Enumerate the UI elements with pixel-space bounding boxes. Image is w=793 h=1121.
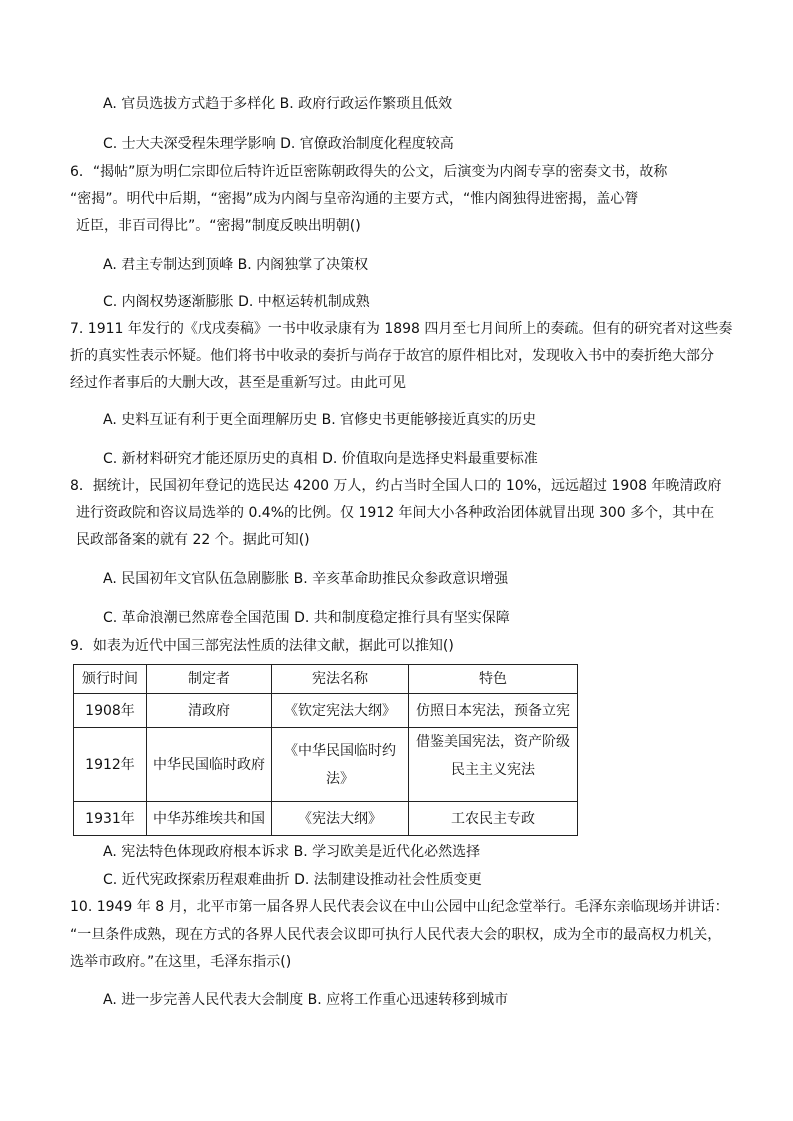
q7-stem-line-2: 折的真实性表示怀疑。他们将书中收录的奏折与尚存于故宫的原件相比对，发现收入书中的奏折绝大部分 bbox=[70, 348, 714, 364]
table-cell-name-line-2: 法》 bbox=[326, 770, 354, 787]
table-cell-feature-line-1: 借鉴美国宪法，资产阶级 bbox=[416, 734, 570, 750]
q7-option-ab: A. 史料互证有利于更全面理解历史 B. 官修史书更能够接近真实的历史 bbox=[103, 412, 537, 428]
table-header-row bbox=[74, 665, 578, 694]
q7-option-cd: C. 新材料研究才能还原历史的真相 D. 价值取向是选择史料最重要标准 bbox=[103, 451, 538, 467]
table-row bbox=[74, 694, 578, 728]
q9-option-cd: C. 近代宪政探索历程艰难曲折 D. 法制建设推动社会性质变更 bbox=[103, 872, 482, 888]
q6-option-cd: C. 内阁权势逐渐膨胀 D. 中枢运转机制成熟 bbox=[103, 294, 370, 310]
q6-stem-line-2: “密揭”。明代中后期，“密揭”成为内阁与皇帝沟通的主要方式，“惟内阁独得进密揭，盖心膂 bbox=[70, 191, 639, 207]
q7-stem-line-1: 7. 1911 年发行的《戊戌奏稿》一书中收录康有为 1898 四月至七月间所上的奏疏。但有的研究者对这些奏 bbox=[70, 321, 733, 337]
q8-option-cd: C. 革命浪潮已然席卷全国范围 D. 共和制度稳定推行具有坚实保障 bbox=[103, 610, 510, 626]
q9-stem-line-1: 9．如表为近代中国三部宪法性质的法律文献，据此可以推知() bbox=[70, 638, 454, 654]
table-cell-feature: 仿照日本宪法，预备立宪 bbox=[409, 694, 578, 728]
table-cell-maker: 中华苏维埃共和国 bbox=[147, 802, 272, 836]
q8-stem-line-2: 进行资政院和咨议局选举的 0.4%的比例。仅 1912 年间大小各种政治团体就冒出现 300 多个，其中在 bbox=[76, 505, 715, 521]
table-cell-year: 1912年 bbox=[74, 728, 147, 802]
q8-stem-line-1: 8．据统计，民国初年登记的选民达 4200 万人，约占当时全国人口的 10%，远远超过 1908 年晚清政府 bbox=[70, 478, 722, 494]
q5-option-cd: C. 士大夫深受程朱理学影响 D. 官僚政治制度化程度较高 bbox=[103, 136, 454, 152]
table-cell-feature-line-2: 民主主义宪法 bbox=[451, 762, 535, 778]
table-header-cell: 制定者 bbox=[147, 665, 272, 694]
q9-option-ab: A. 宪法特色体现政府根本诉求 B. 学习欧美是近代化必然选择 bbox=[103, 844, 481, 860]
table-cell-year: 1931年 bbox=[74, 802, 147, 836]
table-cell-maker: 清政府 bbox=[147, 694, 272, 728]
q6-stem-line-3: 近臣，非百司得比”。“密揭”制度反映出明朝() bbox=[76, 218, 361, 234]
q6-option-ab: A. 君主专制达到顶峰 B. 内阁独掌了决策权 bbox=[103, 257, 369, 273]
table-cell-maker: 中华民国临时政府 bbox=[147, 728, 272, 802]
q8-option-ab: A. 民国初年文官队伍急剧膨胀 B. 辛亥革命助推民众参政意识增强 bbox=[103, 571, 509, 587]
q5-option-ab: A. 官员选拔方式趋于多样化 B. 政府行政运作繁琐且低效 bbox=[103, 96, 453, 112]
q10-stem-line-2: “一旦条件成熟，现在方式的各界人民代表会议即可执行人民代表大会的职权，成为全市的最高权力机关， bbox=[70, 927, 722, 943]
table-row bbox=[74, 728, 578, 802]
table-cell-name bbox=[272, 728, 409, 802]
table-header-cell: 特色 bbox=[409, 665, 578, 694]
q6-stem-line-1: 6．“揭帖”原为明仁宗即位后特许近臣密陈朝政得失的公文，后演变为内阁专享的密奏文书，故称 bbox=[70, 164, 668, 180]
table-row bbox=[74, 802, 578, 836]
q10-option-ab: A. 进一步完善人民代表大会制度 B. 应将工作重心迅速转移到城市 bbox=[103, 992, 509, 1008]
table-cell-feature bbox=[409, 728, 578, 802]
q10-stem-line-1: 10. 1949 年 8 月，北平市第一届各界人民代表会议在中山公园中山纪念堂举行。毛泽东亲临现场并讲话： bbox=[70, 899, 729, 915]
q10-stem-line-3: 选举市政府。”在这里，毛泽东指示() bbox=[70, 954, 292, 970]
table-cell-year: 1908年 bbox=[74, 694, 147, 728]
table-cell-name-line-1: 《中华民国临时约 bbox=[284, 742, 396, 759]
table-header-cell: 颁行时间 bbox=[74, 665, 147, 694]
table-cell-name: 《钦定宪法大纲》 bbox=[272, 694, 409, 728]
constitution-table bbox=[73, 664, 578, 836]
q8-stem-line-3: 民政部备案的就有 22 个。据此可知() bbox=[76, 532, 310, 548]
table-cell-feature: 工农民主专政 bbox=[409, 802, 578, 836]
table-cell-name: 《宪法大纲》 bbox=[272, 802, 409, 836]
q7-stem-line-3: 经过作者事后的大删大改，甚至是重新写过。由此可见 bbox=[70, 375, 406, 391]
table-header-cell: 宪法名称 bbox=[272, 665, 409, 694]
